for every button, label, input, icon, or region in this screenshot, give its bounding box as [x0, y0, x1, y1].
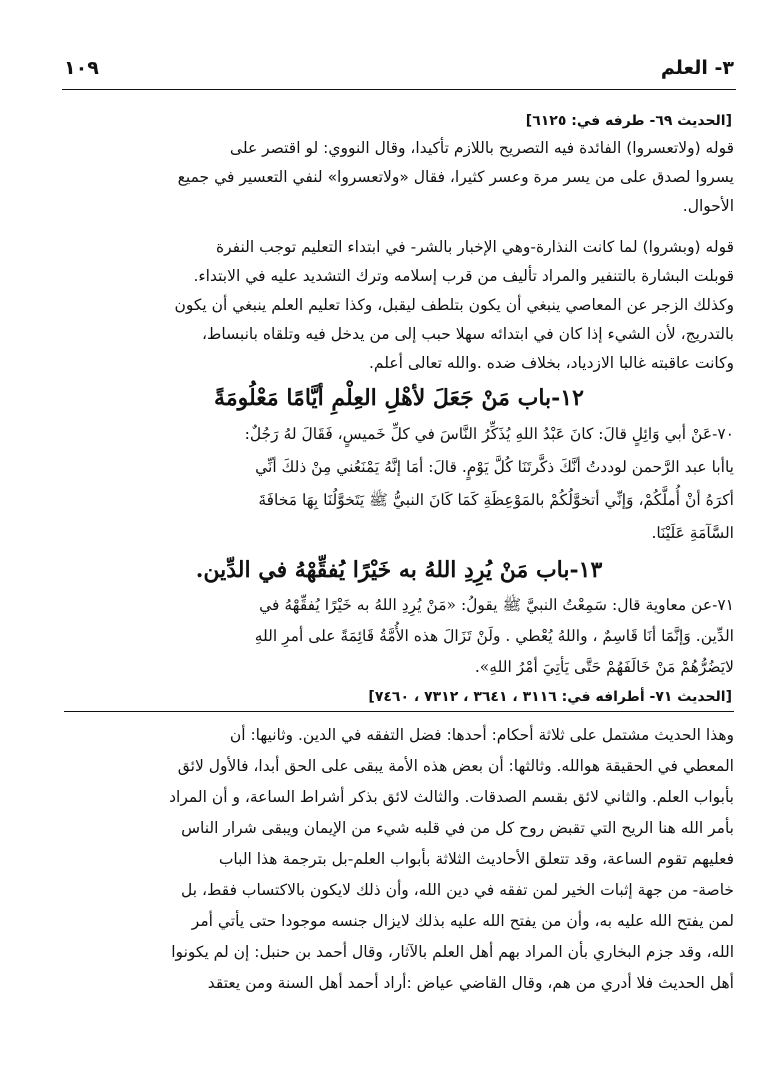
- text-line: فعليهم تقوم الساعة، وقد تتعلق الأحاديث الثلاثة بأبواب العلم-بل بترجمة هذا الباب: [218, 850, 734, 868]
- commentary-no-hardship: [64, 134, 734, 221]
- chapter-heading: ٣- العلم: [660, 57, 734, 79]
- text-line: وهذا الحديث مشتمل على ثلاثة أحكام: أحدها: فضل التفقه في الدين. وثانيها: أن: [229, 726, 734, 744]
- text-line: قوله (ولاتعسروا) الفائدة فيه التصريح باللازم تأكيدا، وقال النووي: لو اقتصر على: [229, 139, 734, 157]
- chapter-12-title: ١٢-باب مَنْ جَعَلَ لأهْلِ العِلْمِ أيَّامًا مَعْلُومَةً: [214, 385, 584, 411]
- commentary-hadith-71: [64, 720, 734, 999]
- hadith-line: الدِّين. وَإنَّمَا أنَا قَاسِمٌ ، واللهُ يُعْطي . ولَنْ تَزَالَ هذه الأُمَّةُ قَائِمَةً على أمرِ اللهِ: [254, 627, 734, 645]
- paragraph-gap: [64, 221, 734, 233]
- hadith-line: ٧١-عن معاوية قال: سَمِعْتُ النبيَّ ﷺ يقولُ: «مَنْ يُرِدِ اللهُ به خَيْرًا يُفقِّهْهُ في: [259, 596, 734, 614]
- hadith-line: ياأبا عبد الرَّحمن لوددتُ أنَّكَ ذكَّرتَنَا كُلَّ يَوْمٍ. قالَ: أمَا إنَّهُ يَمْنَعُني مِنْ ذلكَ أنِّي: [255, 458, 734, 476]
- chapter-13-title: ١٣-باب مَنْ يُرِدِ اللهُ به خَيْرًا يُفقِّهْهُ في الدِّين.: [195, 557, 603, 583]
- text-line: وكذلك الزجر عن المعاصي ينبغي أن يكون بتلطف ليقبل، وكذا تعليم العلم ينبغي أن يكون: [174, 296, 734, 314]
- hadith-line: لايَضُرُّهُمْ مَنْ خَالَفَهُمْ حَتَّى يَأتِيَ أمْرُ اللهِ».: [474, 658, 734, 676]
- hadith-69-reference: [الحديث ٦٩- طرفه في: ٦١٢٥]: [525, 113, 732, 129]
- section-rule: [64, 711, 734, 712]
- text-line: الأحوال.: [682, 197, 734, 215]
- text-line: لمن يفتح الله عليه به، وأن من يفتح الله عليه بذلك لايزال جنسه موجودا حتى يأتي أمر: [191, 912, 734, 930]
- commentary-glad-tidings: [64, 233, 734, 378]
- text-line: المعطي في الحقيقة هوالله. وثالثها: أن بعض هذه الأمة يبقى على الحق أبدا، فالأول لائق: [177, 757, 734, 775]
- text-line: يسروا لصدق على من يسر مرة وعسر كثيرا، فقال «ولاتعسروا» لنفي التعسير في جميع: [177, 168, 734, 186]
- text-line: خاصة- من جهة إثبات الخير لمن تفقه في دين الله، وأن ذلك لايكون بالاكتساب فقط، بل: [181, 881, 734, 899]
- hadith-71: [64, 590, 734, 683]
- text-line: قوبلت البشارة بالتنفير والمراد تأليف من قرب إسلامه وترك التشديد عليه في الابتداء.: [193, 267, 734, 285]
- text-line: بأمر الله هنا الريح التي تقبض روح كل من في قلبه شيء من الإيمان ويبقى شرار الناس: [181, 819, 734, 837]
- text-line: الله، وقد جزم البخاري بأن المراد بهم أهل العلم بالآثار، وقال أحمد بن حنبل: إن لم يكونوا: [171, 943, 734, 961]
- hadith-line: ٧٠-عَنْ أبي وَائِلٍ قالَ: كانَ عَبْدُ اللهِ يُذَكِّرُ النَّاسَ في كلِّ خَميسٍ، فَقَالَ لهُ رَجُلٌ:: [244, 425, 734, 443]
- hadith-line: أكرَهُ أنْ أُملَّكُمْ، وَإنِّي أتخوَّلُكُمْ بالمَوْعِظَةِ كَمَا كَانَ النبيُّ ﷺ يَتَخوَّلُنَا بِهَا مَخافَةَ: [258, 491, 734, 509]
- hadith-70: [64, 418, 734, 550]
- header-rule: [62, 89, 736, 90]
- page-number: ١٠٩: [64, 57, 99, 79]
- page-header: [64, 56, 734, 84]
- hadith-line: السَّآمَةِ عَلَيْنَا.: [651, 524, 734, 542]
- text-line: بأبواب العلم. والثاني لائق بقسم الصدقات. والثالث لائق بذكر أشراط الساعة، و أن المراد: [169, 788, 734, 806]
- text-line: بالتدريج، لأن الشيء إذا كان في ابتدائه سهلا حبب إلى من يدخل فيه وتلقاه بانبساط،: [202, 325, 734, 343]
- page-body: [64, 108, 734, 999]
- text-line: وكانت عاقبته غالبا الازدياد، بخلاف ضده .والله تعالى أعلم.: [368, 354, 734, 372]
- text-line: قوله (وبشروا) لما كانت النذارة-وهي الإخبار بالشر- في ابتداء التعليم توجب النفرة: [215, 238, 734, 256]
- hadith-71-reference: [الحديث ٧١- أطرافه في: ٣١١٦ ، ٣٦٤١ ، ٧٣١٢ ، ٧٤٦٠]: [368, 689, 732, 705]
- text-line: أهل الحديث فلا أدري من هم، وقال القاضي عياض :أراد أحمد أهل السنة ومن يعتقد: [207, 974, 734, 992]
